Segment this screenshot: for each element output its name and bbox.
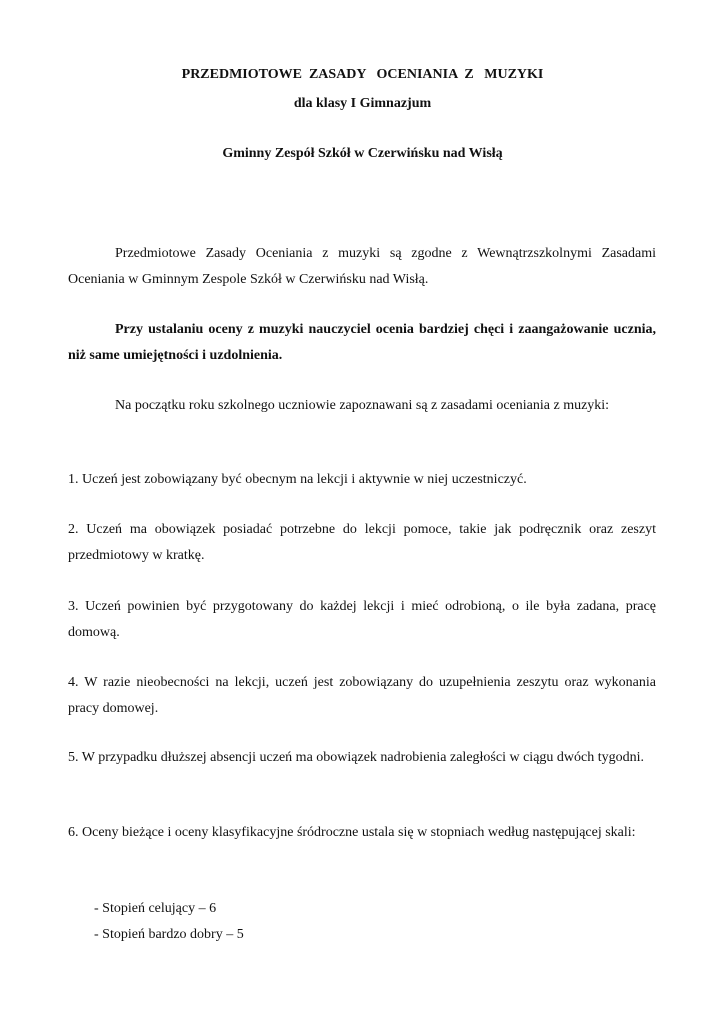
- grade-scale-item: - Stopień bardzo dobry – 5: [94, 927, 244, 942]
- grade-scale-list: [94, 896, 244, 948]
- emphasis-paragraph: Przy ustalaniu oceny z muzyki nauczyciel ocenia bardziej chęci i zaangażowanie ucznia, niż same umiejętności i uzdolnienia.: [68, 322, 656, 363]
- rule-item: 3. Uczeń powinien być przygotowany do każdej lekcji i mieć odrobioną, o ile była zadana, pracę domową.: [68, 599, 656, 640]
- rule-item: 1. Uczeń jest zobowiązany być obecnym na lekcji i aktywnie w niej uczestniczyć.: [68, 472, 527, 487]
- rule-item: 5. W przypadku dłuższej absencji uczeń ma obowiązek nadrobienia zaległości w ciągu dwóch tygodni.: [68, 750, 645, 765]
- intro-paragraph: Przedmiotowe Zasady Oceniania z muzyki są zgodne z Wewnątrzszkolnymi Zasadami Oceniania w Gminnym Zespole Szkół w Czerwińsku nad Wisłą.: [68, 246, 656, 287]
- document-title: PRZEDMIOTOWE ZASADY OCENIANIA Z MUZYKI: [181, 67, 544, 82]
- start-paragraph: Na początku roku szkolnego uczniowie zapoznawani są z zasadami oceniania z muzyki:: [115, 398, 610, 413]
- rule-item: 2. Uczeń ma obowiązek posiadać potrzebne do lekcji pomoce, takie jak podręcznik oraz zeszyt przedmiotowy w kratkę.: [68, 522, 656, 563]
- rule-item: 4. W razie nieobecności na lekcji, uczeń jest zobowiązany do uzupełnienia zeszytu oraz wykonania pracy domowej.: [68, 675, 656, 716]
- document-subtitle: dla klasy I Gimnazjum: [293, 96, 432, 111]
- grade-scale-item: - Stopień celujący – 6: [94, 901, 217, 916]
- rule-item: 6. Oceny bieżące i oceny klasyfikacyjne śródroczne ustala się w stopniach według następującej skali:: [68, 825, 636, 840]
- school-name: Gminny Zespół Szkół w Czerwińsku nad Wisłą: [222, 146, 503, 161]
